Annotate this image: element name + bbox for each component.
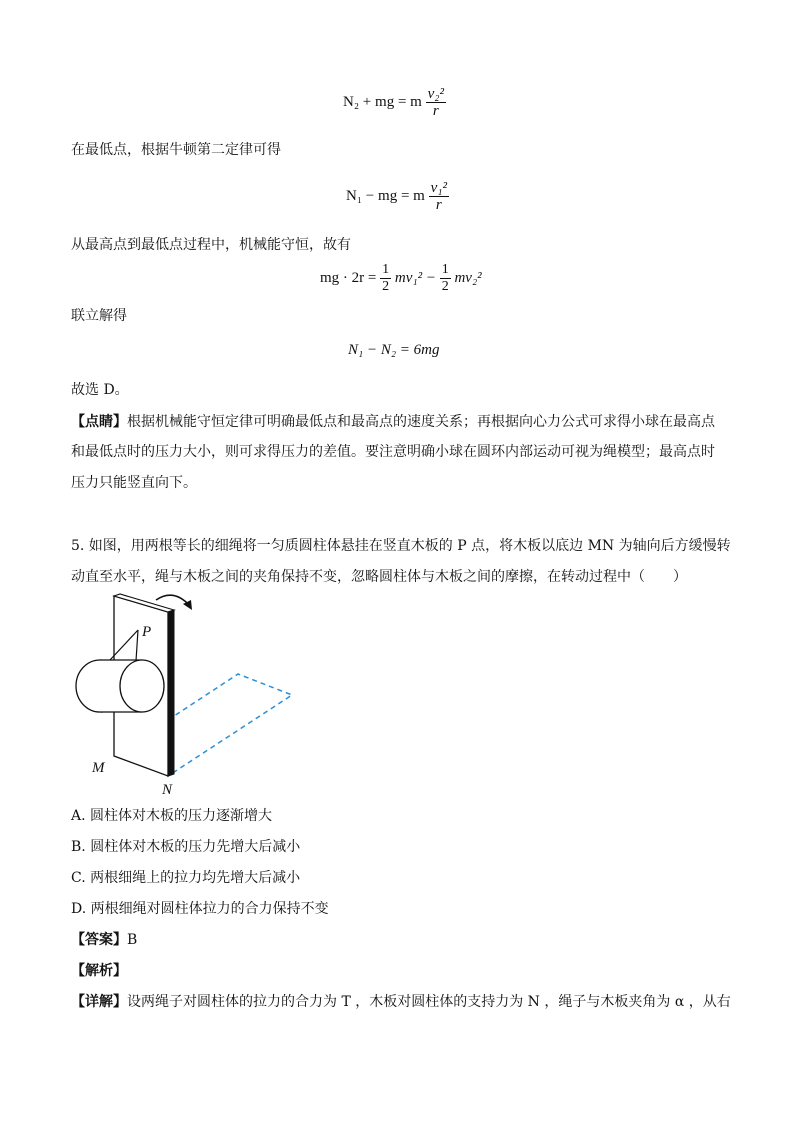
text-choice: 故选 D。 xyxy=(71,382,129,398)
comment-text: 根据机械能守恒定律可明确最低点和最高点的速度关系；再根据向心力公式可求得小球在最高点 xyxy=(127,414,715,430)
analysis-tag: 【解析】 xyxy=(71,963,127,979)
equation-lowest-point xyxy=(346,180,449,213)
question5-line-1: 5. 如图，用两根等长的细绳将一匀质圆柱体悬挂在竖直木板的 P 点，将木板以底边 MN 为轴向后方缓慢转 xyxy=(71,538,731,554)
dashed-horizontal-board xyxy=(168,674,292,776)
equation-middle: mv₁² − xyxy=(394,269,436,286)
board-side-edge xyxy=(168,610,174,776)
answer-tag: 【答案】 xyxy=(71,932,127,948)
label-p: P xyxy=(142,624,152,640)
fraction-denominator: r xyxy=(435,197,442,213)
fraction xyxy=(426,86,446,119)
board-cylinder-figure xyxy=(70,588,310,800)
fraction-denominator: 2 xyxy=(382,279,390,294)
label-n: N xyxy=(162,782,173,798)
comment-line-2: 和最低点时的压力大小，则可求得压力的差值。要注意明确小球在圆环内部运动可视为绳模型；最高点时 xyxy=(71,444,715,460)
question5-line-2: 动直至水平，绳与木板之间的夹角保持不变，忽略圆柱体与木板之间的摩擦，在转动过程中（ ） xyxy=(71,569,687,585)
detail-tag: 【详解】 xyxy=(71,994,127,1010)
fraction-half-1 xyxy=(380,262,391,295)
comment-tag: 【点睛】 xyxy=(71,414,127,430)
option-a: A. 圆柱体对木板的压力逐渐增大 xyxy=(71,808,273,824)
comment-line-3: 压力只能竖直向下。 xyxy=(71,475,197,491)
fraction-denominator: 2 xyxy=(441,279,449,294)
text-energy-conservation: 从最高点到最低点过程中，机械能守恒，故有 xyxy=(71,237,351,253)
equation-lhs: N₂ + mg = m xyxy=(343,93,422,110)
equation-energy xyxy=(320,262,482,295)
fraction-numerator: 1 xyxy=(382,262,390,277)
text-lowest-point: 在最低点，根据牛顿第二定律可得 xyxy=(71,142,281,158)
fraction-numerator: v₂² xyxy=(427,86,444,102)
text-solve: 联立解得 xyxy=(71,308,127,324)
option-c: C. 两根细绳上的拉力均先增大后减小 xyxy=(71,870,301,886)
detail-line xyxy=(71,992,731,1012)
fraction xyxy=(429,180,449,213)
label-m: M xyxy=(92,760,105,776)
detail-text: 设两绳子对圆柱体的拉力的合力为 T ，木板对圆柱体的支持力为 N ，绳子与木板夹角为 α ，从右 xyxy=(127,994,731,1010)
cylinder-front xyxy=(120,660,164,712)
answer-value: B xyxy=(127,932,138,948)
equation-lhs: N₁ − mg = m xyxy=(346,187,425,204)
fraction-numerator: v₁² xyxy=(430,180,447,196)
fraction-half-2 xyxy=(440,262,451,295)
option-d: D. 两根细绳对圆柱体拉力的合力保持不变 xyxy=(71,901,329,917)
equation-top-point xyxy=(343,86,446,119)
equation-end: mv₂² xyxy=(454,269,482,286)
comment-line-1 xyxy=(71,412,715,432)
equation-result: N₁ − N₂ = 6mg xyxy=(348,342,440,358)
fraction-denominator: r xyxy=(432,103,439,119)
option-b: B. 圆柱体对木板的压力先增大后减小 xyxy=(71,839,301,855)
fraction-numerator: 1 xyxy=(441,262,449,277)
equation-lhs: mg · 2r = xyxy=(320,269,377,286)
answer-line xyxy=(71,930,137,950)
